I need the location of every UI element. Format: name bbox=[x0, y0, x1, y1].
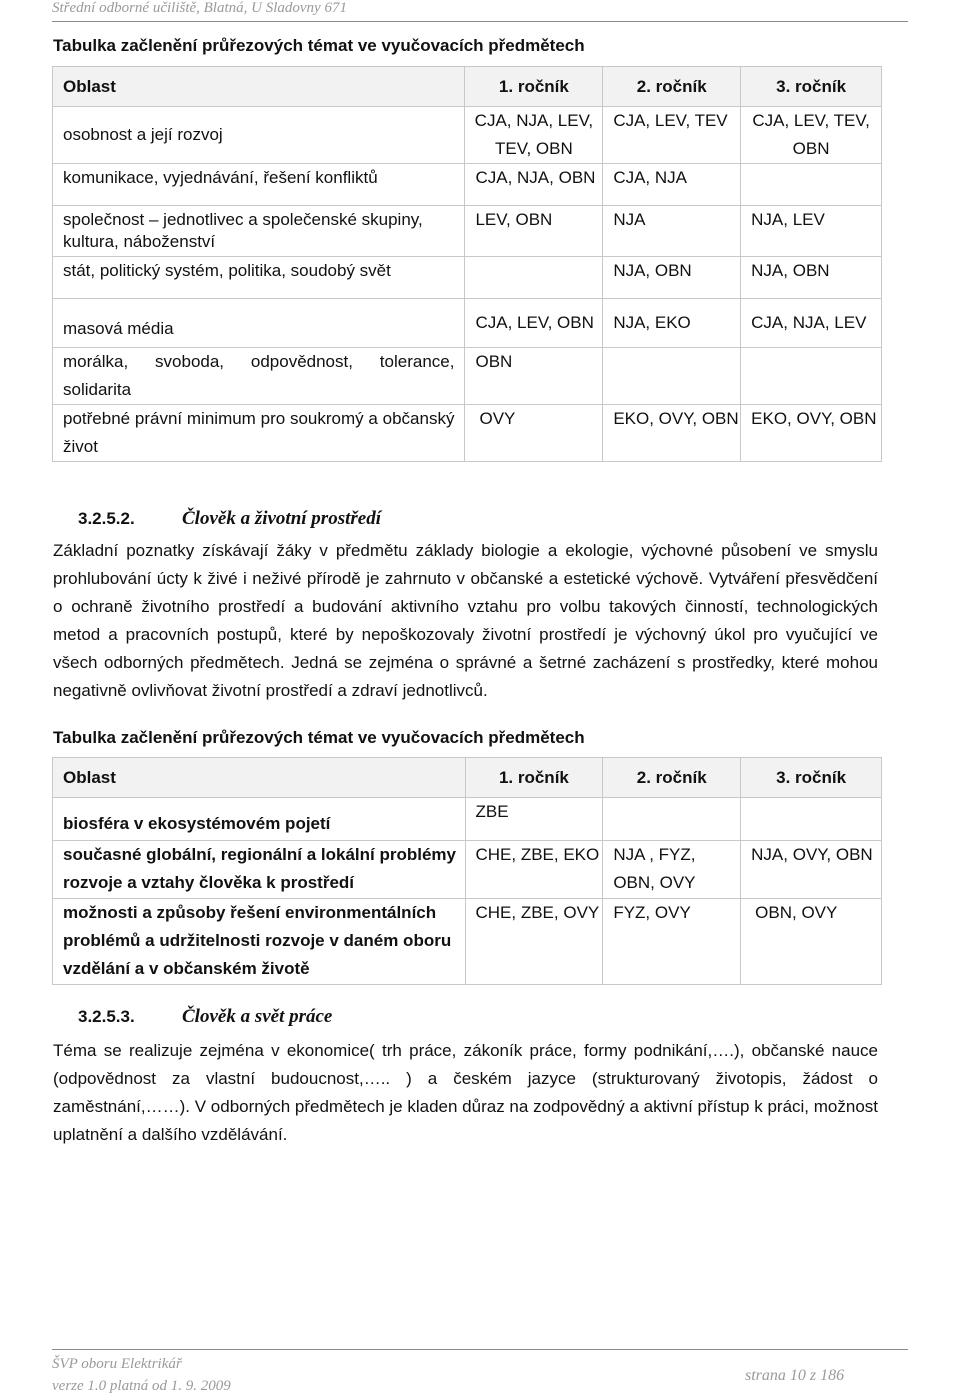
year2-cell: NJA, EKO bbox=[603, 299, 741, 348]
table-row bbox=[53, 348, 882, 405]
table1-header-area: Oblast bbox=[53, 67, 465, 107]
area-cell: biosféra v ekosystémovém pojetí bbox=[53, 798, 466, 841]
year1-cell: CHE, ZBE, OVY bbox=[465, 899, 603, 985]
section-title: Člověk a svět práce bbox=[182, 1006, 333, 1027]
footer-page-number: strana 10 z 186 bbox=[745, 1367, 845, 1384]
year1-cell: ZBE bbox=[465, 798, 603, 841]
year1-cell: OBN bbox=[465, 348, 603, 405]
year1-cell: CJA, NJA, LEV, TEV, OBN bbox=[465, 107, 603, 164]
table1-header-row bbox=[53, 67, 882, 107]
table1-header-year3: 3. ročník bbox=[741, 67, 882, 107]
year1-cell: CJA, NJA, OBN bbox=[465, 164, 603, 206]
year3-cell: OBN, OVY bbox=[741, 899, 882, 985]
table-row bbox=[53, 798, 882, 841]
table2-header-row bbox=[53, 758, 882, 798]
section-heading-environment bbox=[78, 508, 381, 530]
year3-cell bbox=[741, 164, 882, 206]
footer-version: verze 1.0 platná od 1. 9. 2009 bbox=[52, 1378, 231, 1394]
year3-cell: NJA, LEV bbox=[741, 206, 882, 257]
environment-paragraph: Základní poznatky získávají žáky v předmětu základy biologie a ekologie, výchovné působení ve smyslu prohlubování úcty k živé i neživé přírodě je zahrnuto v občanské a estetické výchově. Vytváření přesvědčení o ochraně životního prostředí a budování aktivního vztahu pro volbu takových činností, technologických metod a pracovních postupů, které by nepoškozovaly životní prostředí je výchovný úkol pro vyučující ve všech odborných předmětech. Jedná se zejména o správné a šetrné zacházení s prostředky, které mohou negativně ovlivňovat životní prostředí a zdraví jednotlivců. bbox=[53, 541, 878, 700]
table-row bbox=[53, 405, 882, 462]
table2-caption: Tabulka začlenění průřezových témat ve vyučovacích předmětech bbox=[53, 728, 585, 747]
area-cell: společnost – jednotlivec a společenské skupiny, kultura, náboženství bbox=[53, 206, 465, 257]
section-number: 3.2.5.3. bbox=[78, 1007, 135, 1026]
work-paragraph: Téma se realizuje zejména v ekonomice( trh práce, zákoník práce, formy podnikání,….), občanské nauce (odpovědnost za vlastní budoucnost,….. ) a českém jazyce (strukturovaný životopis, žádost o zaměstnání,……). V odborných předmětech je kladen důraz na zodpovědný a aktivní přístup k práci, možnost uplatnění a dalšího vzdělávání. bbox=[53, 1041, 878, 1144]
footer-program: ŠVP oboru Elektrikář bbox=[52, 1356, 182, 1372]
year2-cell: NJA bbox=[603, 206, 741, 257]
year1-cell: CHE, ZBE, EKO bbox=[465, 841, 603, 899]
year3-cell: CJA, LEV, TEV, OBN bbox=[741, 107, 882, 164]
table1-header-year1: 1. ročník bbox=[465, 67, 603, 107]
year3-cell: EKO, OVY, OBN bbox=[741, 405, 882, 462]
year1-cell: CJA, LEV, OBN bbox=[465, 299, 603, 348]
area-cell: morálka, svoboda, odpovědnost, tolerance, solidarita bbox=[53, 348, 465, 405]
area-cell: osobnost a její rozvoj bbox=[53, 107, 465, 164]
year1-cell bbox=[465, 257, 603, 299]
year3-cell bbox=[741, 798, 882, 841]
table-row bbox=[53, 206, 882, 257]
table1-caption: Tabulka začlenění průřezových témat ve vyučovacích předmětech bbox=[53, 36, 585, 55]
table-row bbox=[53, 107, 882, 164]
year1-cell: OVY bbox=[465, 405, 603, 462]
area-cell: možnosti a způsoby řešení environmentálních problémů a udržitelnosti rozvoje v daném oboru vzdělání a v občanském životě bbox=[53, 899, 466, 985]
year2-cell bbox=[603, 798, 741, 841]
table1-header-year2: 2. ročník bbox=[603, 67, 741, 107]
table-row bbox=[53, 841, 882, 899]
area-cell: současné globální, regionální a lokální problémy rozvoje a vztahy člověka k prostředí bbox=[53, 841, 466, 899]
area-cell: stát, politický systém, politika, soudobý svět bbox=[53, 257, 465, 299]
table2-header-year3: 3. ročník bbox=[741, 758, 882, 798]
year2-cell: FYZ, OVY bbox=[603, 899, 741, 985]
section-number: 3.2.5.2. bbox=[78, 509, 135, 528]
table2-header-area: Oblast bbox=[53, 758, 466, 798]
table-row bbox=[53, 257, 882, 299]
year2-cell bbox=[603, 348, 741, 405]
year1-cell: LEV, OBN bbox=[465, 206, 603, 257]
table-row bbox=[53, 899, 882, 985]
header-rule bbox=[52, 21, 908, 22]
section-heading-work bbox=[78, 1006, 332, 1028]
table2 bbox=[52, 757, 882, 985]
year3-cell: NJA, OVY, OBN bbox=[741, 841, 882, 899]
year2-cell: NJA , FYZ, OBN, OVY bbox=[603, 841, 741, 899]
footer-rule bbox=[52, 1349, 908, 1350]
table2-header-year2: 2. ročník bbox=[603, 758, 741, 798]
table-row bbox=[53, 299, 882, 348]
table1 bbox=[52, 66, 882, 462]
year2-cell: EKO, OVY, OBN bbox=[603, 405, 741, 462]
table-row bbox=[53, 164, 882, 206]
year2-cell: CJA, NJA bbox=[603, 164, 741, 206]
area-cell: masová média bbox=[53, 299, 465, 348]
area-cell: komunikace, vyjednávání, řešení konfliktů bbox=[53, 164, 465, 206]
year3-cell bbox=[741, 348, 882, 405]
page-header: Střední odborné učiliště, Blatná, U Sladovny 671 bbox=[52, 0, 347, 16]
year3-cell: NJA, OBN bbox=[741, 257, 882, 299]
table2-header-year1: 1. ročník bbox=[465, 758, 603, 798]
section-title: Člověk a životní prostředí bbox=[182, 508, 381, 529]
area-cell: potřebné právní minimum pro soukromý a občanský život bbox=[53, 405, 465, 462]
year2-cell: CJA, LEV, TEV bbox=[603, 107, 741, 164]
year3-cell: CJA, NJA, LEV bbox=[741, 299, 882, 348]
year2-cell: NJA, OBN bbox=[603, 257, 741, 299]
